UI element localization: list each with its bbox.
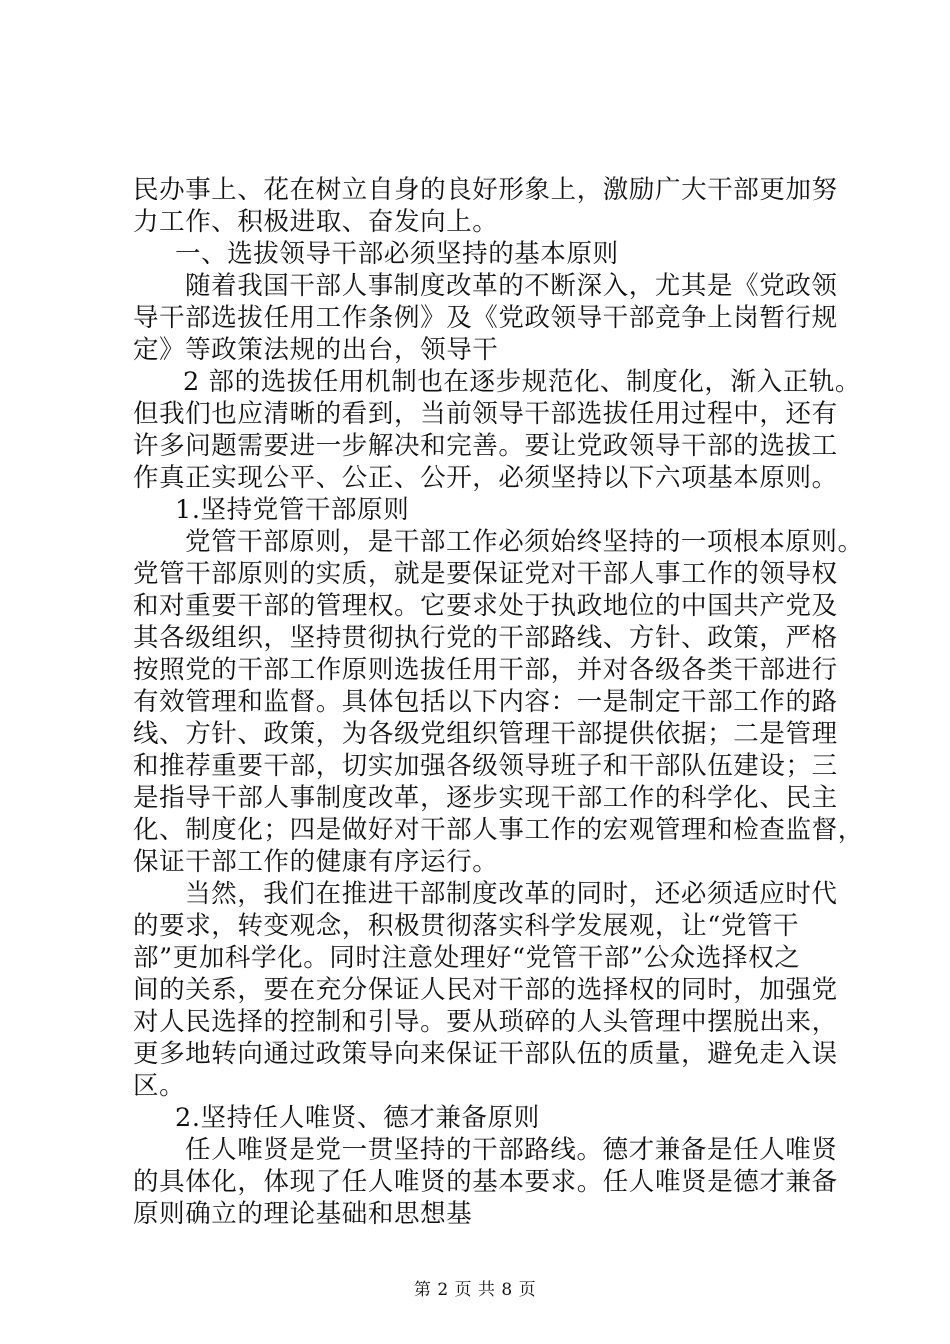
text-line: 化、制度化；四是做好对干部人事工作的宏观管理和检查监督， [133, 815, 864, 845]
text-line: 其各级组织，坚持贯彻执行党的干部路线、方针、政策，严格 [133, 623, 838, 653]
text-line: 区。 [133, 1071, 186, 1101]
text-line: 原则确立的理论基础和思想基 [133, 1199, 473, 1229]
text-line: 2 部的选拔任用机制也在逐步规范化、制度化，渐入正轨。 [183, 367, 862, 397]
text-line: 线、方针、政策，为各级党组织管理干部提供依据；二是管理 [133, 719, 838, 749]
text-line: 按照党的干部工作原则选拔任用干部，并对各级各类干部进行 [133, 655, 838, 685]
subsection-heading: 2.坚持任人唯贤、德才兼备原则 [175, 1103, 540, 1133]
text-line: 间的关系，要在充分保证人民对干部的选择权的同时，加强党 [133, 975, 838, 1005]
text-line: 是指导干部人事制度改革，逐步实现干部工作的科学化、民主 [133, 783, 838, 813]
subsection-heading: 1.坚持党管干部原则 [175, 495, 410, 525]
text-line: 力工作、积极进取、奋发向上。 [133, 207, 499, 237]
text-line: 党管干部原则的实质，就是要保证党对干部人事工作的领导权 [133, 559, 838, 589]
text-line: 随着我国干部人事制度改革的不断深入，尤其是《党政领 [185, 271, 838, 301]
page-number-label: 第 2 页 共 8 页 [413, 1280, 537, 1300]
section-heading: 一、选拔领导干部必须坚持的基本原则 [175, 239, 619, 269]
text-line: 部”更加科学化。同时注意处理好“党管干部”公众选择权之 [133, 943, 801, 973]
text-line: 的具体化，体现了任人唯贤的基本要求。任人唯贤是德才兼备 [133, 1167, 838, 1197]
text-line: 但我们也应清晰的看到，当前领导干部选拔任用过程中，还有 [133, 399, 838, 429]
text-line: 定》等政策法规的出台，领导干 [133, 335, 499, 365]
text-line: 保证干部工作的健康有序运行。 [133, 847, 499, 877]
text-line: 对人民选择的控制和引导。要从琐碎的人头管理中摆脱出来， [133, 1007, 838, 1037]
text-line: 导干部选拔任用工作条例》及《党政领导干部竞争上岗暂行规 [133, 303, 838, 333]
text-line: 作真正实现公平、公正、公开，必须坚持以下六项基本原则。 [133, 463, 838, 493]
text-line: 任人唯贤是党一贯坚持的干部路线。德才兼备是任人唯贤 [185, 1135, 838, 1165]
text-line: 民办事上、花在树立自身的良好形象上，激励广大干部更加努 [133, 175, 838, 205]
text-line: 的要求，转变观念，积极贯彻落实科学发展观，让“党管干 [133, 911, 800, 941]
text-line: 和推荐重要干部，切实加强各级领导班子和干部队伍建设；三 [133, 751, 838, 781]
text-line: 有效管理和监督。具体包括以下内容：一是制定干部工作的路 [133, 687, 838, 717]
text-line: 许多问题需要进一步解决和完善。要让党政领导干部的选拔工 [133, 431, 838, 461]
text-line: 党管干部原则，是干部工作必须始终坚持的一项根本原则。 [185, 527, 864, 557]
text-line: 当然，我们在推进干部制度改革的同时，还必须适应时代 [185, 879, 838, 909]
text-line: 和对重要干部的管理权。它要求处于执政地位的中国共产党及 [133, 591, 838, 621]
page-footer [0, 1275, 950, 1300]
text-line: 更多地转向通过政策导向来保证干部队伍的质量，避免走入误 [133, 1039, 838, 1069]
